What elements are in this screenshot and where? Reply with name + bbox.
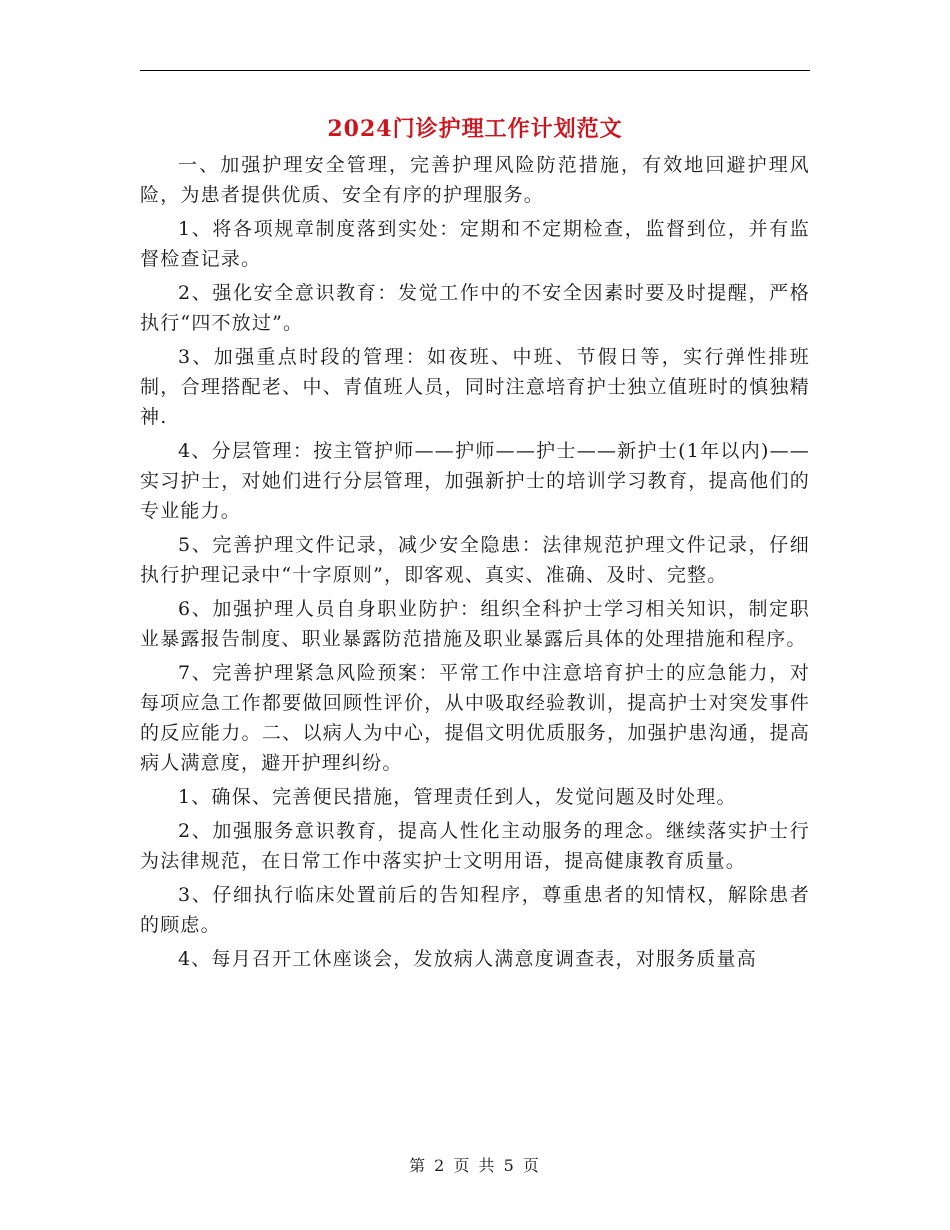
paragraph: 5、完善护理文件记录，减少安全隐患：法律规范护理文件记录，仔细执行护理记录中“十字原则”，即客观、真实、准确、及时、完整。 — [140, 534, 810, 586]
paragraph: 2、加强服务意识教育，提高人性化主动服务的理念。继续落实护士行为法律规范，在日常工作中落实护士文明用语，提高健康教育质量。 — [140, 820, 810, 872]
document-body — [140, 150, 810, 978]
paragraph: 3、仔细执行临床处置前后的告知程序，尊重患者的知情权，解除患者的顾虑。 — [140, 884, 810, 936]
paragraph: 2、强化安全意识教育：发觉工作中的不安全因素时要及时提醒，严格执行“四不放过”。 — [140, 282, 810, 334]
header-rule — [140, 70, 810, 71]
paragraph: 4、分层管理：按主管护师——护师——护士——新护士(1年以内)——实习护士，对她们进行分层管理，加强新护士的培训学习教育，提高他们的专业能力。 — [140, 440, 810, 522]
paragraph: 7、完善护理紧急风险预案：平常工作中注意培育护士的应急能力，对每项应急工作都要做回顾性评价，从中吸取经验教训，提高护士对突发事件的反应能力。二、以病人为中心，提倡文明优质服务，加强护患沟通，提高病人满意度，避开护理纠纷。 — [140, 662, 810, 774]
paragraph: 1、确保、完善便民措施，管理责任到人，发觉问题及时处理。 — [178, 786, 737, 808]
paragraph: 一、加强护理安全管理，完善护理风险防范措施，有效地回避护理风险，为患者提供优质、安全有序的护理服务。 — [140, 154, 810, 206]
paragraph: 3、加强重点时段的管理：如夜班、中班、节假日等，实行弹性排班制，合理搭配老、中、青值班人员，同时注意培育护士独立值班时的慎独精神. — [140, 346, 810, 428]
paragraph: 1、将各项规章制度落到实处：定期和不定期检查，监督到位，并有监督检查记录。 — [140, 218, 810, 270]
document-title: 2024门诊护理工作计划范文 — [327, 116, 623, 142]
page-number: 第 2 页 共 5 页 — [409, 1156, 541, 1175]
paragraph: 6、加强护理人员自身职业防护：组织全科护士学习相关知识，制定职业暴露报告制度、职业暴露防范措施及职业暴露后具体的处理措施和程序。 — [140, 598, 810, 650]
paragraph: 4、每月召开工休座谈会，发放病人满意度调查表，对服务质量高 — [178, 948, 757, 970]
